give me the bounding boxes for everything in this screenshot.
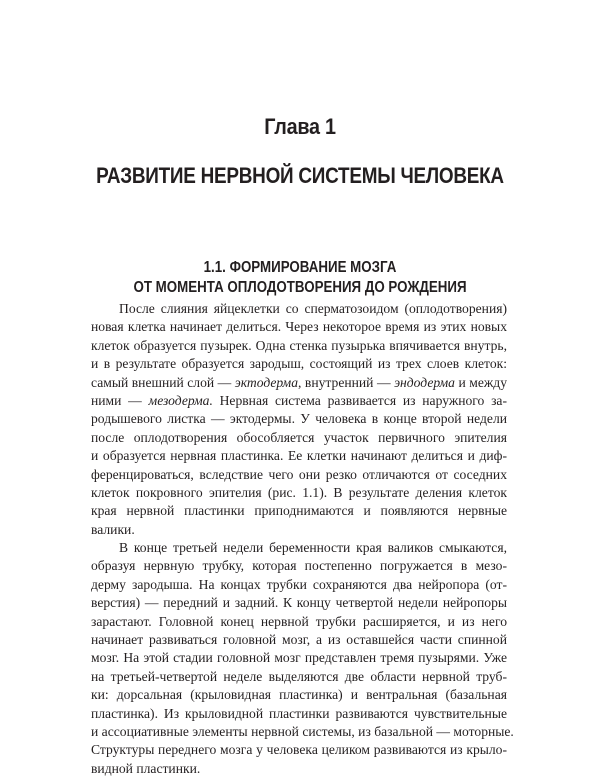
paragraph-2 xyxy=(91,539,514,778)
chapter-title: РАЗВИТИЕ НЕРВНОЙ СИСТЕМЫ ЧЕЛОВЕКА xyxy=(96,163,504,188)
text-line: дерму зародыша. На концах трубки сохраняются два нейропора (от- xyxy=(91,576,507,592)
text-line: зарастают. Головной конец нервной трубки расширяется, и из него xyxy=(91,613,507,629)
text-line: мозг. На этой стадии головной мозг представлен тремя пузырями. Уже xyxy=(91,650,507,666)
text-line: Структуры переднего мозга у человека целиком развиваются из крыло- xyxy=(91,742,507,758)
text-line: клеток покровного эпителия (рис. 1.1). В результате деления клеток xyxy=(91,484,507,500)
text-line: После слияния яйцеклетки со сперматозоидом (оплодотворения) xyxy=(119,301,507,316)
text-line: ки: дорсальная (крыловидная пластинка) и вентральная (базальная xyxy=(91,687,507,703)
section-heading-line-2: ОТ МОМЕНТА ОПЛОДОТВОРЕНИЯ ДО РОЖДЕНИЯ xyxy=(133,279,467,296)
text-line: родышевого листка — эктодермы. У человека в конце второй недели xyxy=(91,411,507,427)
text-line: на третьей-четвертой неделе выделяются две области нервной труб- xyxy=(91,668,507,684)
text-line: и в результате образуется зародыш, состоящий из трех слоев клеток: xyxy=(91,356,507,372)
term-mesoderm: мезодерма. xyxy=(148,392,213,408)
text-line: ференцироваться, вследствие чего они резко отличаются от соседних xyxy=(91,466,507,482)
text-line: и образуется нервная пластинка. Ее клетки начинают делиться и диф- xyxy=(91,448,507,464)
chapter-label: Глава 1 xyxy=(264,114,336,139)
text-line: пластинка). Из крыловидной пластинки развиваются чувствительные xyxy=(91,705,507,721)
text-line: верстия) — передний и задний. К концу четвертой недели нейропоры xyxy=(91,595,507,611)
text-line: образуя нервную трубку, которая постепенно погружается в мезо- xyxy=(91,558,507,574)
text-line: и ассоциативные элементы нервной системы, из базальной — моторные. xyxy=(91,723,514,739)
text-fragment: ними — xyxy=(91,392,149,408)
term-endoderm: эндодерма xyxy=(394,374,455,390)
text-line: В конце третьей недели беременности края валиков смыкаются, xyxy=(119,540,507,556)
text-line: валики. xyxy=(91,521,135,537)
section-heading-line-1: 1.1. ФОРМИРОВАНИЕ МОЗГА xyxy=(203,259,397,276)
paragraph-1 xyxy=(91,300,507,539)
text-fragment: , внутренний — xyxy=(298,374,395,390)
body-text xyxy=(91,300,514,778)
text-line: после оплодотворения обособляется участок первичного эпителия xyxy=(91,429,507,445)
text-line: клеток образуется пузырек. Одна стенка пузырька впячивается внутрь, xyxy=(91,337,507,353)
text-fragment: самый внешний слой — xyxy=(91,374,235,390)
text-line: новая клетка начинает делиться. Через некоторое время из этих новых xyxy=(91,319,507,335)
text-fragment: и между xyxy=(454,374,507,390)
text-line xyxy=(91,374,507,392)
text-fragment: Нервная система развивается из наружного за- xyxy=(212,392,507,408)
text-line: начинает развиваться головной мозг, а из оставшейся части спинной xyxy=(91,632,507,648)
term-ectoderm: эктодерма xyxy=(234,374,299,390)
text-line: края нервной пластинки приподнимаются и появляются нервные xyxy=(91,503,507,519)
text-line xyxy=(91,392,507,410)
text-line: видной пластинки. xyxy=(91,760,201,776)
section-heading xyxy=(42,258,558,298)
